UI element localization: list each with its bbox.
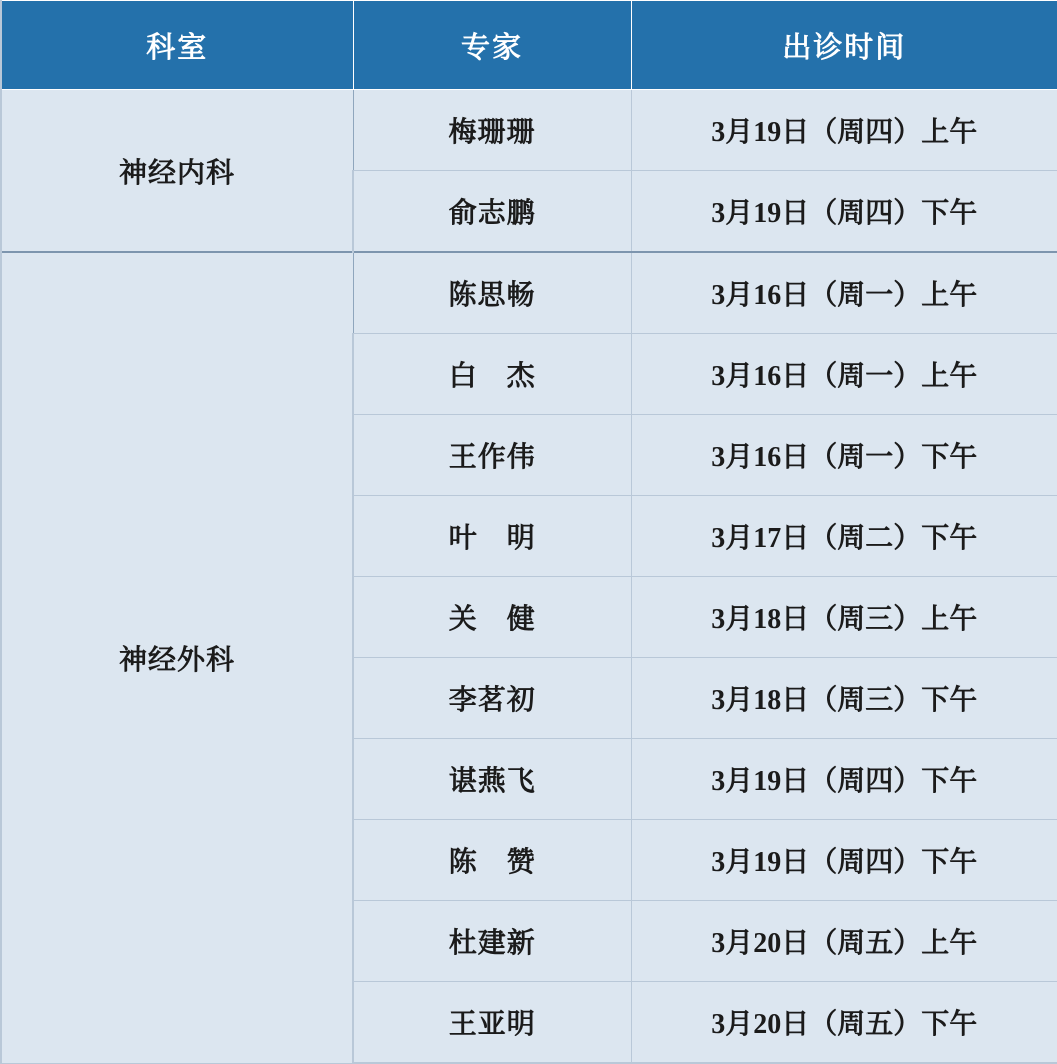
column-header-expert: 专家	[353, 1, 631, 90]
expert-name-cell: 王亚明	[353, 982, 631, 1064]
department-cell-neurology: 神经内科	[1, 90, 353, 253]
expert-name-cell: 陈思畅	[353, 252, 631, 334]
clinic-time-cell: 3月16日（周一）下午	[631, 415, 1057, 496]
clinic-time-cell: 3月19日（周四）下午	[631, 171, 1057, 253]
clinic-time-cell: 3月16日（周一）上午	[631, 334, 1057, 415]
expert-name-cell: 谌燕飞	[353, 739, 631, 820]
expert-name-cell: 陈 赞	[353, 820, 631, 901]
department-cell-neurosurgery: 神经外科	[1, 252, 353, 1063]
expert-name-cell: 白 杰	[353, 334, 631, 415]
expert-name-cell: 关 健	[353, 577, 631, 658]
expert-name-cell: 杜建新	[353, 901, 631, 982]
clinic-time-cell: 3月17日（周二）下午	[631, 496, 1057, 577]
table-row	[1, 90, 1057, 171]
clinic-time-cell: 3月20日（周五）上午	[631, 901, 1057, 982]
expert-name-cell: 王作伟	[353, 415, 631, 496]
clinic-time-cell: 3月19日（周四）下午	[631, 739, 1057, 820]
clinic-time-cell: 3月19日（周四）下午	[631, 820, 1057, 901]
column-header-clinic-time: 出诊时间	[631, 1, 1057, 90]
clinic-time-cell: 3月20日（周五）下午	[631, 982, 1057, 1064]
clinic-time-cell: 3月19日（周四）上午	[631, 90, 1057, 171]
clinic-time-cell: 3月18日（周三）下午	[631, 658, 1057, 739]
clinic-time-cell: 3月18日（周三）上午	[631, 577, 1057, 658]
column-header-department: 科室	[1, 1, 353, 90]
expert-name-cell: 李茗初	[353, 658, 631, 739]
expert-name-cell: 叶 明	[353, 496, 631, 577]
clinic-time-cell: 3月16日（周一）上午	[631, 252, 1057, 334]
table-header-row	[1, 1, 1057, 90]
expert-name-cell: 俞志鹏	[353, 171, 631, 253]
table-row	[1, 252, 1057, 334]
expert-name-cell: 梅珊珊	[353, 90, 631, 171]
